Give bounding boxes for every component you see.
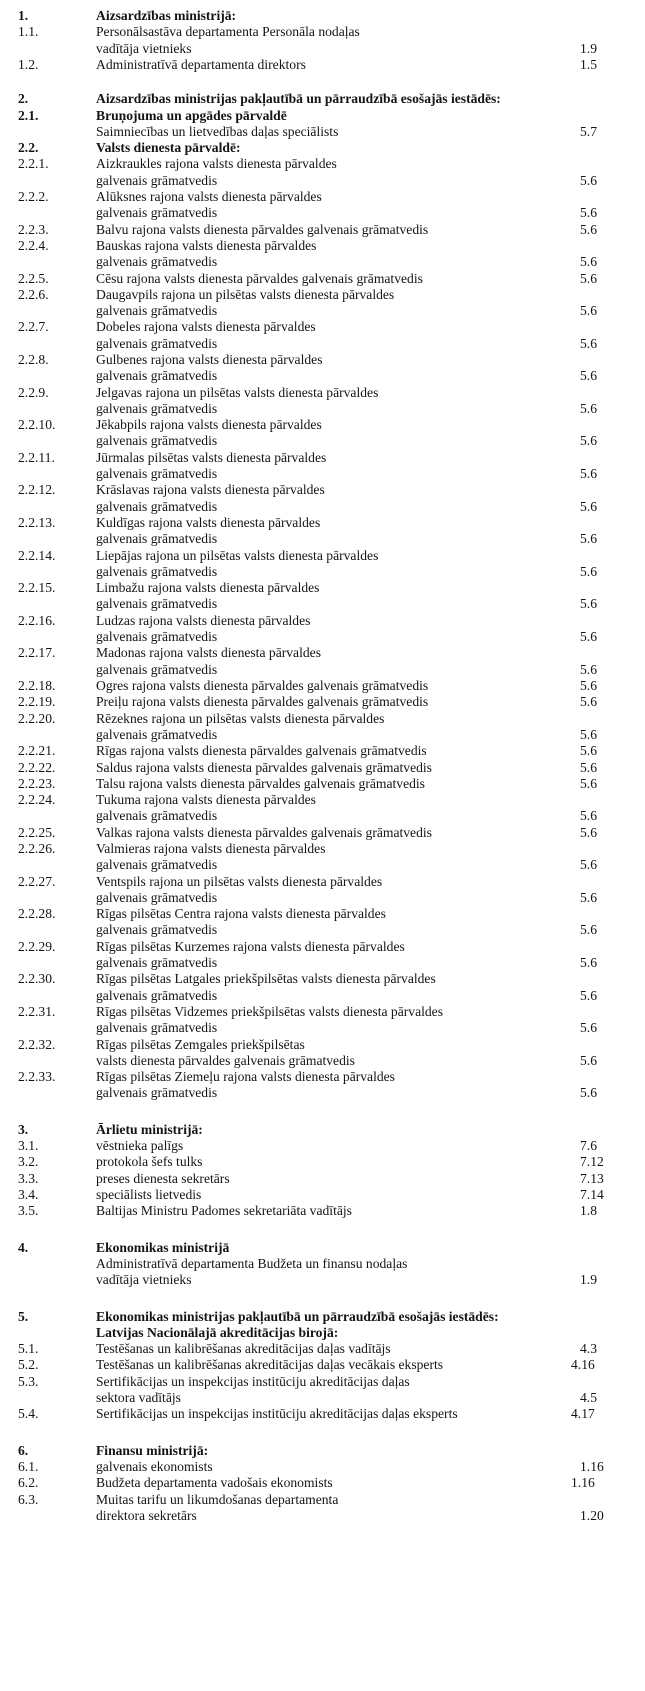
classification-code: 5.6	[580, 433, 597, 449]
text-line: galvenais grāmatvedis	[96, 1085, 218, 1101]
text-line: valsts dienesta pārvaldes galvenais grāmatvedis	[96, 1052, 355, 1068]
classification-code: 5.6	[580, 400, 597, 416]
text-line: Saldus rajona valsts dienesta pārvaldes galvenais grāmatvedis	[96, 759, 432, 775]
item-text	[96, 1037, 576, 1070]
classification-code: 5.6	[580, 270, 597, 286]
text-line: Daugavpils rajona un pilsētas valsts dienesta pārvaldes	[96, 286, 395, 302]
classification-code: 5.6	[580, 726, 597, 742]
item-text	[96, 271, 576, 287]
item-text	[96, 140, 576, 156]
text-line: Rīgas pilsētas Zemgales priekšpilsētas	[96, 1036, 305, 1052]
text-line: Preiļu rajona valsts dienesta pārvaldes galvenais grāmatvedis	[96, 694, 429, 710]
classification-code: 7.6	[580, 1138, 597, 1154]
text-line: galvenais grāmatvedis	[96, 400, 218, 416]
text-line: Talsu rajona valsts dienesta pārvaldes galvenais grāmatvedis	[96, 775, 425, 791]
text-line: Jūrmalas pilsētas valsts dienesta pārvaldes	[96, 449, 327, 465]
text-line: protokola šefs tulks	[96, 1154, 203, 1170]
text-line: galvenais grāmatvedis	[96, 433, 218, 449]
item-number: 2.2.27.	[18, 873, 56, 889]
text-line: galvenais grāmatvedis	[96, 254, 218, 270]
item-text	[96, 1406, 576, 1422]
item-number: 2.2.29.	[18, 938, 56, 954]
item-number: 2.2.17.	[18, 645, 56, 661]
item-number: 2.2.11.	[18, 449, 55, 465]
text-line: Alūksnes rajona valsts dienesta pārvaldes	[96, 189, 322, 204]
classification-code: 5.6	[580, 889, 597, 905]
classification-code: 5.6	[580, 596, 597, 612]
item-number: 2.2.2.	[18, 189, 49, 204]
item-text	[96, 450, 576, 483]
item-number: 1.1.	[18, 24, 39, 40]
classification-code: 5.6	[580, 857, 597, 873]
text-line: vadītāja vietnieks	[96, 1272, 192, 1288]
item-number: 2.2.3.	[18, 221, 49, 237]
section-heading: Finansu ministrijā:	[96, 1442, 209, 1458]
text-line: galvenais grāmatvedis	[96, 466, 218, 482]
text-line: galvenais grāmatvedis	[96, 889, 218, 905]
text-line: Bauskas rajona valsts dienesta pārvaldes	[96, 237, 317, 253]
item-text	[96, 548, 576, 581]
item-number: 3.	[18, 1121, 29, 1137]
item-number: 3.3.	[18, 1170, 39, 1186]
item-number: 6.	[18, 1442, 29, 1458]
item-text	[96, 287, 576, 320]
section-heading: Aizsardzības ministrijas pakļautībā un pārraudzībā esošajās iestādēs:	[96, 91, 501, 107]
item-text	[96, 906, 576, 939]
classification-code: 5.6	[580, 563, 597, 579]
classification-code: 5.6	[580, 466, 597, 482]
item-text	[96, 515, 576, 548]
item-number: 2.2.13.	[18, 515, 56, 530]
classification-code: 5.6	[580, 498, 597, 514]
text-line: Krāslavas rajona valsts dienesta pārvaldes	[96, 482, 325, 498]
item-text	[96, 1443, 576, 1459]
classification-code: 5.6	[580, 1052, 597, 1068]
text-line: galvenais grāmatvedis	[96, 987, 218, 1003]
item-text	[96, 1154, 576, 1170]
classification-code: 5.6	[580, 824, 597, 840]
item-text	[96, 238, 576, 271]
text-line: galvenais grāmatvedis	[96, 563, 218, 579]
text-line: Ventspils rajona un pilsētas valsts dienesta pārvaldes	[96, 873, 383, 889]
item-number: 2.2.32.	[18, 1036, 56, 1052]
text-line: galvenais grāmatvedis	[96, 205, 218, 221]
item-text	[96, 711, 576, 744]
item-text	[96, 1492, 576, 1525]
item-text	[96, 1171, 576, 1187]
item-number: 2.2.22.	[18, 759, 56, 775]
item-text	[96, 1357, 576, 1373]
item-number: 2.2.	[18, 140, 39, 156]
text-line: vēstnieka palīgs	[96, 1138, 184, 1154]
item-text	[96, 222, 576, 238]
item-number: 3.4.	[18, 1187, 39, 1202]
text-line: Testēšanas un kalibrēšanas akreditācijas daļas vecākais eksperts	[96, 1357, 444, 1373]
text-line: Baltijas Ministru Padomes sekretariāta vadītājs	[96, 1203, 352, 1219]
item-text	[96, 1475, 576, 1491]
classification-code: 1.9	[580, 40, 597, 56]
classification-code: 5.7	[580, 123, 597, 139]
text-line: Rīgas pilsētas Latgales priekšpilsētas valsts dienesta pārvaldes	[96, 971, 436, 987]
classification-code: 4.3	[580, 1341, 597, 1357]
text-line: galvenais grāmatvedis	[96, 1020, 218, 1036]
text-line: Cēsu rajona valsts dienesta pārvaldes galvenais grāmatvedis	[96, 270, 423, 286]
classification-code: 1.5	[580, 56, 597, 72]
item-number: 2.2.19.	[18, 694, 56, 710]
classification-code: 5.6	[580, 775, 597, 791]
item-text	[96, 482, 576, 515]
text-line: Budžeta departamenta vadošais ekonomists	[96, 1475, 333, 1491]
classification-code: 5.6	[580, 335, 597, 351]
classification-code: 5.6	[580, 661, 597, 677]
item-text	[96, 1459, 576, 1475]
section-heading: Valsts dienesta pārvaldē:	[96, 140, 241, 156]
item-number: 2.2.31.	[18, 1004, 56, 1019]
item-number: 6.2.	[18, 1475, 39, 1491]
classification-code: 7.14	[580, 1187, 604, 1202]
item-text	[96, 825, 576, 841]
item-number: 2.2.25.	[18, 824, 56, 840]
text-line: galvenais ekonomists	[96, 1458, 213, 1474]
item-number: 5.1.	[18, 1341, 39, 1357]
text-line: galvenais grāmatvedis	[96, 629, 218, 645]
text-line: Administratīvā departamenta Budžeta un finansu nodaļas	[96, 1255, 408, 1271]
text-line: Valkas rajona valsts dienesta pārvaldes galvenais grāmatvedis	[96, 824, 432, 840]
item-number: 3.1.	[18, 1138, 39, 1154]
item-text	[96, 385, 576, 418]
text-line: Jelgavas rajona un pilsētas valsts dienesta pārvaldes	[96, 384, 379, 400]
text-line: Rīgas pilsētas Ziemeļu rajona valsts dienesta pārvaldes	[96, 1069, 395, 1085]
item-number: 5.4.	[18, 1406, 39, 1422]
text-line: galvenais grāmatvedis	[96, 368, 218, 384]
item-number: 5.3.	[18, 1373, 39, 1389]
classification-code: 5.6	[580, 629, 597, 645]
text-line: sektora vadītājs	[96, 1389, 181, 1405]
item-text	[96, 645, 576, 678]
text-line: Ogres rajona valsts dienesta pārvaldes galvenais grāmatvedis	[96, 678, 429, 693]
text-line: Rīgas pilsētas Vidzemes priekšpilsētas valsts dienesta pārvaldes	[96, 1004, 444, 1019]
item-text	[96, 874, 576, 907]
section-heading: Aizsardzības ministrijā:	[96, 8, 237, 23]
classification-code: 4.5	[580, 1389, 597, 1405]
section-heading: Ekonomikas ministrijā	[96, 1239, 230, 1255]
classification-code: 5.6	[580, 172, 597, 188]
text-line: Kuldīgas rajona valsts dienesta pārvaldes	[96, 515, 321, 530]
item-text	[96, 57, 576, 73]
classification-code: 5.6	[580, 808, 597, 824]
classification-code: 5.6	[580, 368, 597, 384]
item-number: 2.2.30.	[18, 971, 56, 987]
classification-code: 1.8	[580, 1203, 597, 1219]
text-line: galvenais grāmatvedis	[96, 661, 218, 677]
item-text	[96, 760, 576, 776]
classification-code: 5.6	[580, 743, 597, 759]
classification-code: 1.16	[571, 1475, 595, 1491]
text-line: Sertifikācijas un inspekcijas institūciju akreditācijas daļas eksperts	[96, 1406, 458, 1422]
text-line: Madonas rajona valsts dienesta pārvaldes	[96, 645, 321, 661]
item-number: 2.2.14.	[18, 547, 56, 563]
text-line: galvenais grāmatvedis	[96, 808, 218, 824]
classification-code: 4.17	[571, 1406, 595, 1422]
item-number: 6.1.	[18, 1458, 39, 1474]
text-line: Muitas tarifu un likumdošanas departamenta	[96, 1491, 339, 1507]
item-number: 2.2.33.	[18, 1069, 56, 1085]
item-text	[96, 1004, 576, 1037]
item-number: 2.2.1.	[18, 156, 49, 172]
classification-code: 5.6	[580, 922, 597, 938]
item-number: 5.2.	[18, 1357, 39, 1373]
item-number: 4.	[18, 1239, 29, 1255]
item-text	[96, 156, 576, 189]
item-number: 2.2.5.	[18, 270, 49, 286]
item-text	[96, 189, 576, 222]
item-number: 3.2.	[18, 1154, 39, 1170]
item-text	[96, 792, 576, 825]
item-text	[96, 24, 576, 57]
text-line: galvenais grāmatvedis	[96, 303, 218, 319]
text-line: Valmieras rajona valsts dienesta pārvaldes	[96, 841, 326, 856]
text-line: galvenais grāmatvedis	[96, 922, 218, 938]
text-line: Rīgas pilsētas Centra rajona valsts dienesta pārvaldes	[96, 906, 386, 922]
item-text	[96, 1069, 576, 1102]
classification-code: 5.6	[580, 531, 597, 547]
text-line: Tukuma rajona valsts dienesta pārvaldes	[96, 792, 316, 808]
item-number: 2.2.12.	[18, 482, 56, 498]
classification-code: 5.6	[580, 694, 597, 710]
item-text	[96, 678, 576, 694]
text-line: vadītāja vietnieks	[96, 40, 192, 56]
section-heading: Bruņojuma un apgādes pārvaldē	[96, 107, 287, 123]
classification-code: 4.16	[571, 1357, 595, 1373]
text-line: Rīgas rajona valsts dienesta pārvaldes galvenais grāmatvedis	[96, 743, 427, 759]
item-number: 6.3.	[18, 1491, 39, 1507]
item-number: 2.2.10.	[18, 417, 56, 433]
section-heading: Latvijas Nacionālajā akreditācijas birojā:	[96, 1324, 339, 1340]
text-line: preses dienesta sekretārs	[96, 1170, 230, 1186]
item-text	[96, 580, 576, 613]
classification-code: 1.16	[580, 1458, 604, 1474]
item-number: 2.2.15.	[18, 580, 56, 596]
item-number: 2.2.7.	[18, 319, 49, 335]
text-line: galvenais grāmatvedis	[96, 531, 218, 547]
text-line: galvenais grāmatvedis	[96, 335, 218, 351]
text-line: galvenais grāmatvedis	[96, 726, 218, 742]
classification-code: 7.13	[580, 1170, 604, 1186]
item-text	[96, 8, 576, 24]
classification-code: 5.6	[580, 254, 597, 270]
classification-code: 5.6	[580, 1020, 597, 1036]
item-text	[96, 694, 576, 710]
item-text	[96, 1341, 576, 1357]
classification-code: 5.6	[580, 987, 597, 1003]
classification-code: 1.20	[580, 1507, 604, 1523]
item-number: 5.	[18, 1308, 29, 1324]
text-line: Dobeles rajona valsts dienesta pārvaldes	[96, 319, 316, 335]
text-line: galvenais grāmatvedis	[96, 596, 218, 612]
item-text	[96, 613, 576, 646]
text-line: Testēšanas un kalibrēšanas akreditācijas daļas vadītājs	[96, 1341, 391, 1357]
item-number: 2.2.8.	[18, 352, 49, 367]
item-text	[96, 1122, 576, 1138]
text-line: direktora sekretārs	[96, 1507, 197, 1523]
item-number: 2.2.4.	[18, 237, 49, 253]
section-heading: Ekonomikas ministrijas pakļautībā un pārraudzībā esošajās iestādēs:	[96, 1308, 499, 1324]
item-text	[96, 352, 576, 385]
item-text	[96, 91, 576, 107]
classification-code: 5.6	[580, 759, 597, 775]
item-text	[96, 108, 576, 141]
text-line: galvenais grāmatvedis	[96, 498, 218, 514]
classification-code: 5.6	[580, 955, 597, 971]
item-text	[96, 417, 576, 450]
item-number: 2.2.24.	[18, 792, 56, 808]
item-number: 2.2.18.	[18, 678, 56, 693]
text-line: galvenais grāmatvedis	[96, 172, 218, 188]
item-number: 3.5.	[18, 1203, 39, 1219]
item-number: 2.2.9.	[18, 384, 49, 400]
text-line: Personālsastāva departamenta Personāla nodaļas	[96, 24, 360, 40]
classification-code: 5.6	[580, 1085, 597, 1101]
text-line: Limbažu rajona valsts dienesta pārvaldes	[96, 580, 320, 596]
text-line: Jēkabpils rajona valsts dienesta pārvaldes	[96, 417, 322, 433]
item-number: 2.2.16.	[18, 612, 56, 628]
classification-code: 5.6	[580, 303, 597, 319]
text-line: Balvu rajona valsts dienesta pārvaldes galvenais grāmatvedis	[96, 221, 429, 237]
text-line: Rīgas pilsētas Kurzemes rajona valsts dienesta pārvaldes	[96, 938, 405, 954]
item-text	[96, 319, 576, 352]
item-text	[96, 1187, 576, 1203]
item-number: 2.2.28.	[18, 906, 56, 922]
item-text	[96, 1203, 576, 1219]
item-text	[96, 841, 576, 874]
item-text	[96, 743, 576, 759]
item-text	[96, 1240, 576, 1289]
classification-code: 5.6	[580, 221, 597, 237]
item-number: 2.2.20.	[18, 710, 56, 726]
item-text	[96, 1309, 576, 1342]
text-line: Ludzas rajona valsts dienesta pārvaldes	[96, 612, 311, 628]
text-line: Saimniecības un lietvedības daļas speciālists	[96, 123, 339, 139]
text-line: Administratīvā departamenta direktors	[96, 56, 306, 72]
item-number: 2.2.6.	[18, 286, 49, 302]
item-number: 1.	[18, 8, 29, 23]
item-number: 2.2.26.	[18, 841, 56, 856]
item-text	[96, 939, 576, 972]
item-number: 2.	[18, 91, 29, 107]
text-line: Rēzeknes rajona un pilsētas valsts dienesta pārvaldes	[96, 710, 385, 726]
text-line: Liepājas rajona un pilsētas valsts dienesta pārvaldes	[96, 547, 379, 563]
item-number: 2.2.23.	[18, 775, 56, 791]
classification-code: 5.6	[580, 678, 597, 693]
item-text	[96, 971, 576, 1004]
item-number: 1.2.	[18, 56, 39, 72]
text-line: galvenais grāmatvedis	[96, 857, 218, 873]
item-number: 2.2.21.	[18, 743, 56, 759]
item-text	[96, 1374, 576, 1407]
item-text	[96, 776, 576, 792]
classification-code: 7.12	[580, 1154, 604, 1170]
text-line: Aizkraukles rajona valsts dienesta pārvaldes	[96, 156, 337, 172]
classification-code: 5.6	[580, 205, 597, 221]
text-line: Gulbenes rajona valsts dienesta pārvaldes	[96, 352, 323, 367]
item-number: 2.1.	[18, 107, 39, 123]
section-heading: Ārlietu ministrijā:	[96, 1121, 203, 1137]
item-text	[96, 1138, 576, 1154]
text-line: galvenais grāmatvedis	[96, 955, 218, 971]
classification-code: 1.9	[580, 1272, 597, 1288]
text-line: speciālists lietvedis	[96, 1187, 202, 1202]
text-line: Sertifikācijas un inspekcijas institūciju akreditācijas daļas	[96, 1373, 410, 1389]
